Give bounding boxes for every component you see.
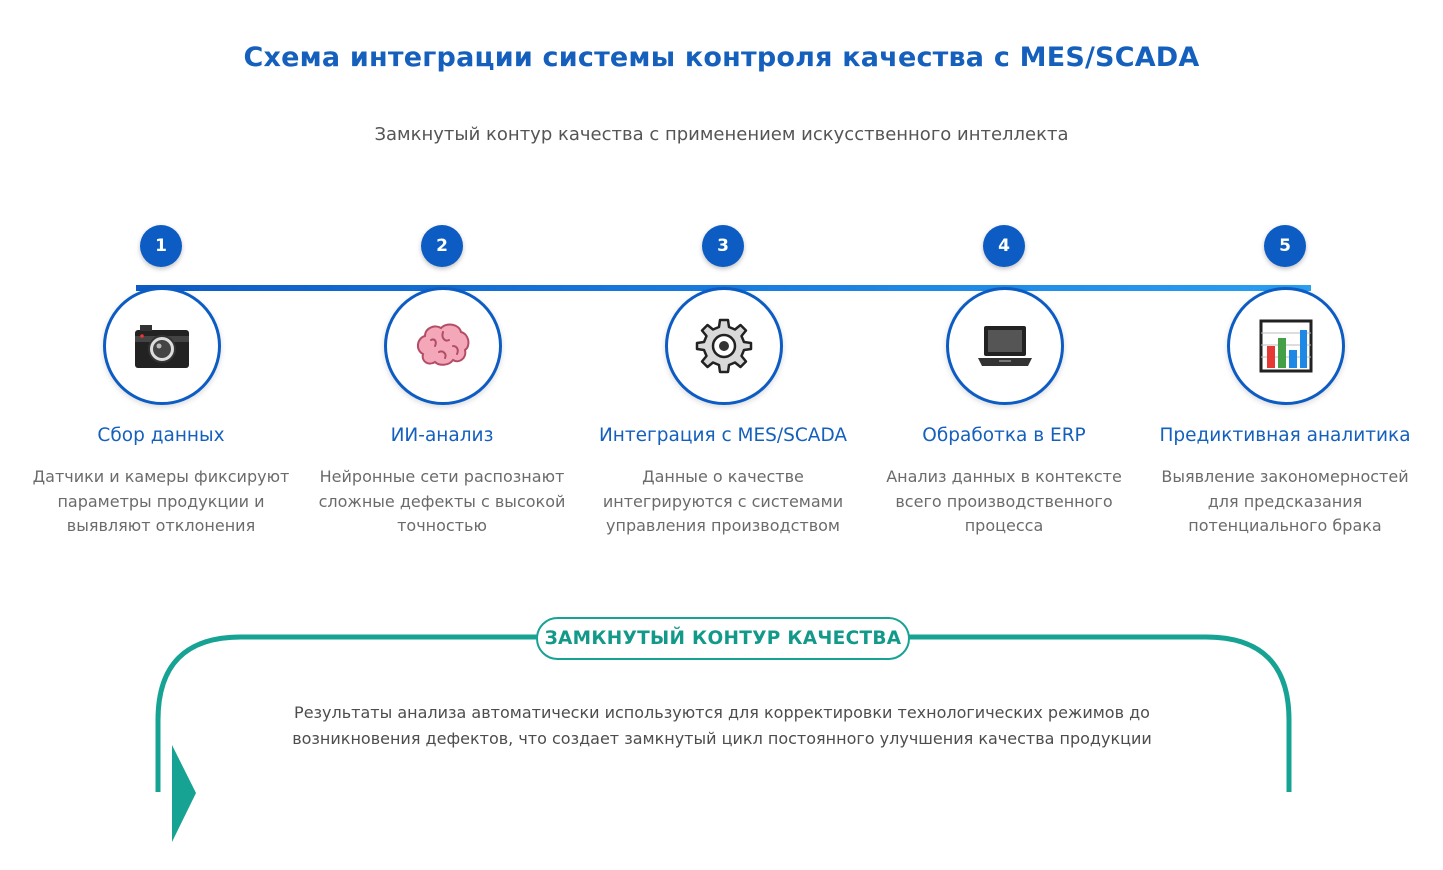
step-description: Анализ данных в контексте всего производственного процесса <box>886 467 1122 535</box>
step-description: Данные о качестве интегрируются с системами управления производством <box>602 467 844 535</box>
step-description: Нейронные сети распознают сложные дефекты с высокой точностью <box>318 467 566 535</box>
step-description: Выявление закономерностей для предсказания потенциального брака <box>1161 467 1409 535</box>
page-title: Схема интеграции системы контроля качества с MES/SCADA <box>243 42 1200 73</box>
step-number: 5 <box>1264 225 1306 267</box>
loop-label-badge: ЗАМКНУТЫЙ КОНТУР КАЧЕСТВА <box>536 617 910 660</box>
step-title: Сбор данных <box>97 425 225 446</box>
loop-description: Результаты анализа автоматически используются для корректировки технологических режимов до возникновения дефектов, что создает замкнутый цикл постоянного улучшения качества продукции <box>292 703 1152 748</box>
step-number: 4 <box>983 225 1025 267</box>
step-title: Интеграция с MES/SCADA <box>598 425 848 446</box>
step-title: Предиктивная аналитика <box>1159 425 1411 446</box>
step-title: ИИ-анализ <box>390 425 494 446</box>
page-subtitle: Замкнутый контур качества с применением искусственного интеллекта <box>374 124 1069 145</box>
step-number: 3 <box>702 225 744 267</box>
step-number: 1 <box>140 225 182 267</box>
step-title: Обработка в ERP <box>922 425 1086 446</box>
step-description: Датчики и камеры фиксируют параметры продукции и выявляют отклонения <box>32 467 290 535</box>
step-number: 2 <box>421 225 463 267</box>
